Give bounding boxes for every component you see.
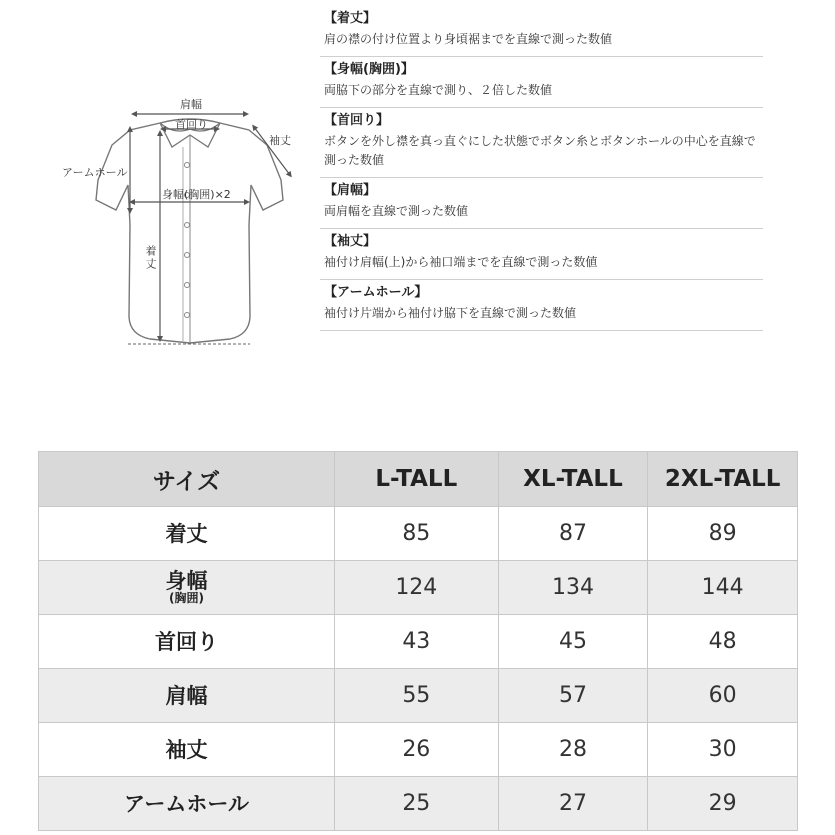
row-label-armhole: [39, 777, 335, 831]
table-cell: 25: [335, 777, 499, 831]
table-cell: 48: [648, 615, 798, 669]
table-cell: 144: [648, 561, 798, 615]
row-label-text: 身幅: [165, 569, 208, 593]
table-cell: 87: [498, 507, 648, 561]
definition-description: 両脇下の部分を直線で測り、２倍した数値: [324, 83, 553, 97]
row-label-text: アームホール: [124, 791, 249, 816]
header-l-tall: L-TALL: [335, 452, 499, 507]
diagram-label-length: 着丈: [144, 245, 157, 271]
definition-description: 両肩幅を直線で測った数値: [324, 204, 469, 218]
table-cell: 134: [498, 561, 648, 615]
table-cell: 55: [335, 669, 499, 723]
shirt-measurement-diagram: [50, 85, 320, 360]
size-table: [38, 451, 798, 831]
diagram-label-armhole: アームホール: [62, 166, 128, 179]
table-cell: 45: [498, 615, 648, 669]
row-label-sleeve: [39, 723, 335, 777]
definition-title: 【袖丈】: [324, 234, 377, 249]
definition-title: 【首回り】: [324, 113, 390, 128]
table-cell: 28: [498, 723, 648, 777]
row-label-text: 首回り: [155, 629, 218, 654]
row-label-text: 肩幅: [165, 683, 208, 708]
table-row: [39, 615, 798, 669]
definition-neck: [320, 108, 763, 178]
table-cell: 60: [648, 669, 798, 723]
table-row: [39, 723, 798, 777]
table-cell: 30: [648, 723, 798, 777]
row-label-subtext: (胸囲): [169, 591, 204, 605]
diagram-label-shoulder-width: 肩幅: [180, 98, 202, 111]
table-cell: 27: [498, 777, 648, 831]
row-label-neck: [39, 615, 335, 669]
definition-title: 【身幅(胸囲)】: [324, 62, 414, 77]
definition-description: 袖付け肩幅(上)から袖口端までを直線で測った数値: [324, 255, 598, 269]
header-size: サイズ: [39, 452, 335, 507]
definition-sleeve: [320, 229, 763, 280]
definition-title: 【アームホール】: [324, 285, 428, 300]
row-label-shoulder-width: [39, 669, 335, 723]
diagram-label-chest: 身幅(胸囲)×2: [162, 188, 231, 201]
size-table-header-row: [39, 452, 798, 507]
table-row: [39, 669, 798, 723]
header-2xl-tall: 2XL-TALL: [648, 452, 798, 507]
definition-armhole: [320, 280, 763, 331]
row-label-chest: [39, 561, 335, 615]
table-cell: 29: [648, 777, 798, 831]
table-row: [39, 777, 798, 831]
header-xl-tall: XL-TALL: [498, 452, 648, 507]
definition-description: 袖付け片端から袖付け脇下を直線で測った数値: [324, 306, 577, 320]
definition-description: 肩の襟の付け位置より身頃裾までを直線で測った数値: [324, 32, 613, 46]
table-cell: 89: [648, 507, 798, 561]
diagram-label-sleeve: 袖丈: [269, 134, 291, 147]
table-cell: 57: [498, 669, 648, 723]
definition-title: 【着丈】: [324, 11, 377, 26]
definition-length: [320, 6, 763, 57]
definition-description: ボタンを外し襟を真っ直ぐにした状態でボタン糸とボタンホールの中心を直線で測った数値: [324, 134, 756, 167]
diagram-label-neck: 首回り: [175, 118, 208, 131]
table-cell: 124: [335, 561, 499, 615]
table-cell: 85: [335, 507, 499, 561]
table-row: [39, 507, 798, 561]
table-cell: 43: [335, 615, 499, 669]
table-cell: 26: [335, 723, 499, 777]
definition-chest: [320, 57, 763, 108]
row-label-text: 袖丈: [165, 737, 208, 762]
table-row: [39, 561, 798, 615]
measurement-definitions: [320, 6, 763, 331]
definition-title: 【肩幅】: [324, 183, 377, 198]
row-label-text: 着丈: [165, 521, 208, 546]
definition-shoulder-width: [320, 178, 763, 229]
row-label-length: [39, 507, 335, 561]
